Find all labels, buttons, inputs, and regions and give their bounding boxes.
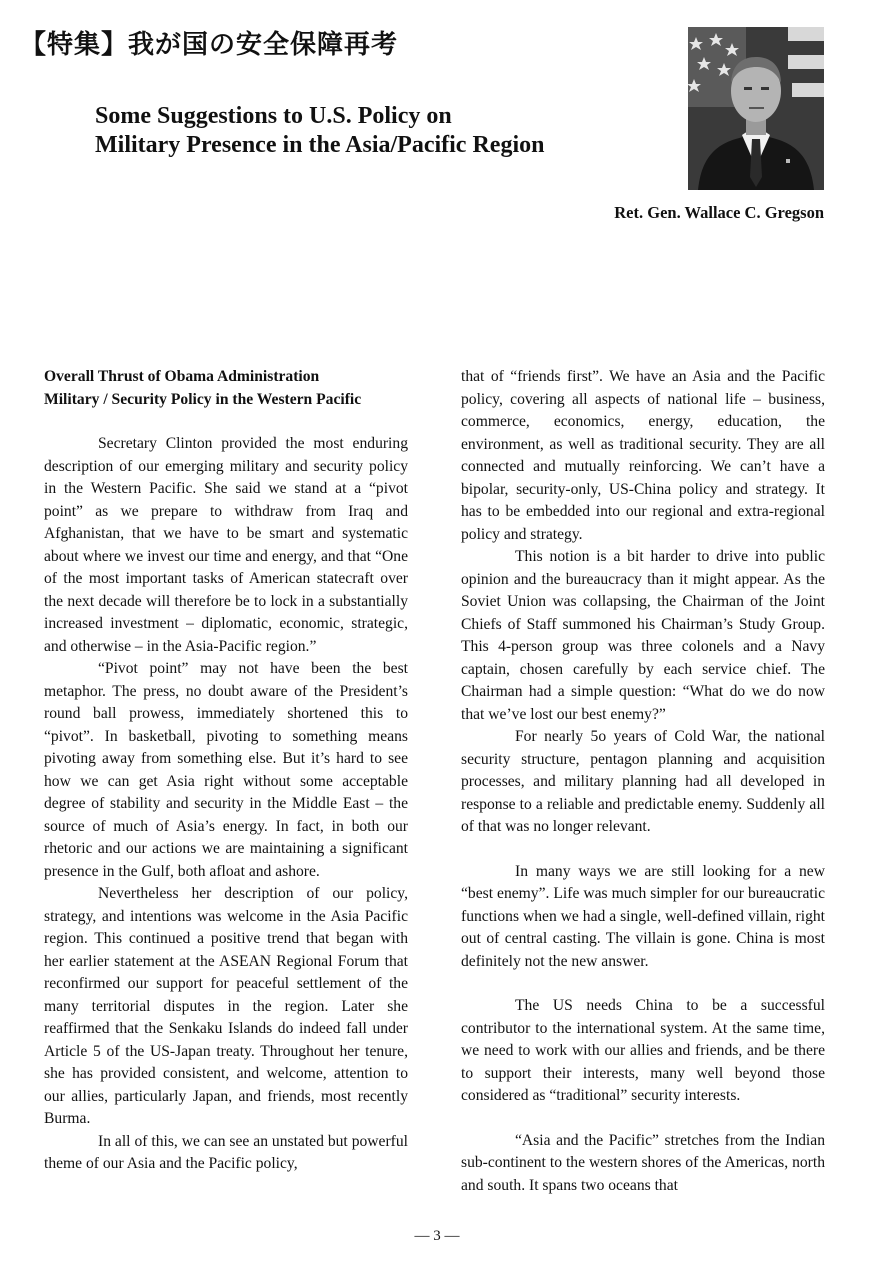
article-title xyxy=(95,102,665,160)
paragraph: In all of this, we can see an unstated but powerful theme of our Asia and the Pacific policy, xyxy=(44,1132,408,1172)
paragraph: In many ways we are still looking for a new “best enemy”. Life was much simpler for our bureaucratic functions when we had a single, well-defined villain, right out of central casting. The villain is gone. China is most definitely not the new answer. xyxy=(461,862,825,970)
article-title-line-1: Some Suggestions to U.S. Policy on xyxy=(95,103,452,129)
page-number: — 3 — xyxy=(414,1228,460,1244)
series-title: 【特集】我が国の安全保障再考 xyxy=(20,30,399,60)
section-heading xyxy=(44,366,408,411)
paragraph: Secretary Clinton provided the most enduring description of our emerging military and security policy in the Western Pacific. She said we stand at a “pivot point” as we prepare to withdraw from Iraq and Afghanistan, that we have to be smart and systematic about where we invest our time and energy, and that “One of the most important tasks of American statecraft over the next decade will therefore be to lock in a substantially increased investment – diplomatic, economic, strategic, and otherwise – in the Asia-Pacific region.” xyxy=(44,435,408,655)
left-column xyxy=(44,366,408,1176)
paragraph-continued: that of “friends first”. We have an Asia and the Pacific policy, covering all aspects of national life – business, commerce, economics, energy, education, the environment, as well as traditional security. They are all connected and mutually reinforcing. We can’t have a bipolar, security-only, US-China policy and strategy. It has to be embedded into our regional and extra-regional policy and strategy. xyxy=(461,368,825,543)
paragraph: This notion is a bit harder to drive into public opinion and the bureaucracy than it might appear. As the Soviet Union was collapsing, the Chairman of the Joint Chiefs of Staff summoned his Chairman’s Study Group. This 4-person group was three colonels and a Navy captain, chosen carefully by each service chief. The Chairman had a simple question: “What do we do now that we’ve lost our best enemy?” xyxy=(461,548,825,723)
author-name: Ret. Gen. Wallace C. Gregson xyxy=(614,203,824,222)
right-column xyxy=(461,366,825,1197)
paragraph: Nevertheless her description of our policy, strategy, and intentions was welcome in the Asia Pacific region. This continued a positive trend that began with her earlier statement at the ASEAN Regional Forum that reconfirmed our support for peaceful settlement of the many territorial disputes in the region. Later she reaffirmed that the Senkaku Islands do indeed fall under Article 5 of the US-Japan treaty. Throughout her tenure, she has provided consistent, and welcome, attention to our allies, particularly Japan, and friends, most recently Burma. xyxy=(44,885,408,1127)
author-photo xyxy=(688,27,824,190)
article-title-line-2: Military Presence in the Asia/Pacific Region xyxy=(95,132,545,158)
paragraph: “Asia and the Pacific” stretches from the Indian sub-continent to the western shores of the Americas, north and south. It spans two oceans that xyxy=(461,1131,825,1194)
author-portrait-image xyxy=(688,27,824,190)
section-heading-line-1: Overall Thrust of Obama Administration xyxy=(44,368,320,385)
paragraph: “Pivot point” may not have been the best metaphor. The press, no doubt aware of the President’s round ball prowess, immediately shortened this to “pivot”. In basketball, pivoting to something means pivoting away from something else. But it’s hard to see how we can get Asia right without some acceptable degree of stability and security in the Middle East – the source of much of Asia’s energy. In fact, in both our rhetoric and our actions we are maintaining a significant presence in the Gulf, both afloat and ashore. xyxy=(44,660,408,880)
paragraph: The US needs China to be a successful contributor to the international system. At the same time, we need to work with our allies and friends, and be there to support their interests, many well beyond those considered as “traditional” security interests. xyxy=(461,997,825,1104)
section-heading-line-2: Military / Security Policy in the Western Pacific xyxy=(44,390,362,408)
paragraph: For nearly 5o years of Cold War, the national security structure, pentagon planning and acquisition processes, and military planning had all developed in response to a reliable and predictable enemy. Suddenly all of that was no longer relevant. xyxy=(461,728,825,835)
